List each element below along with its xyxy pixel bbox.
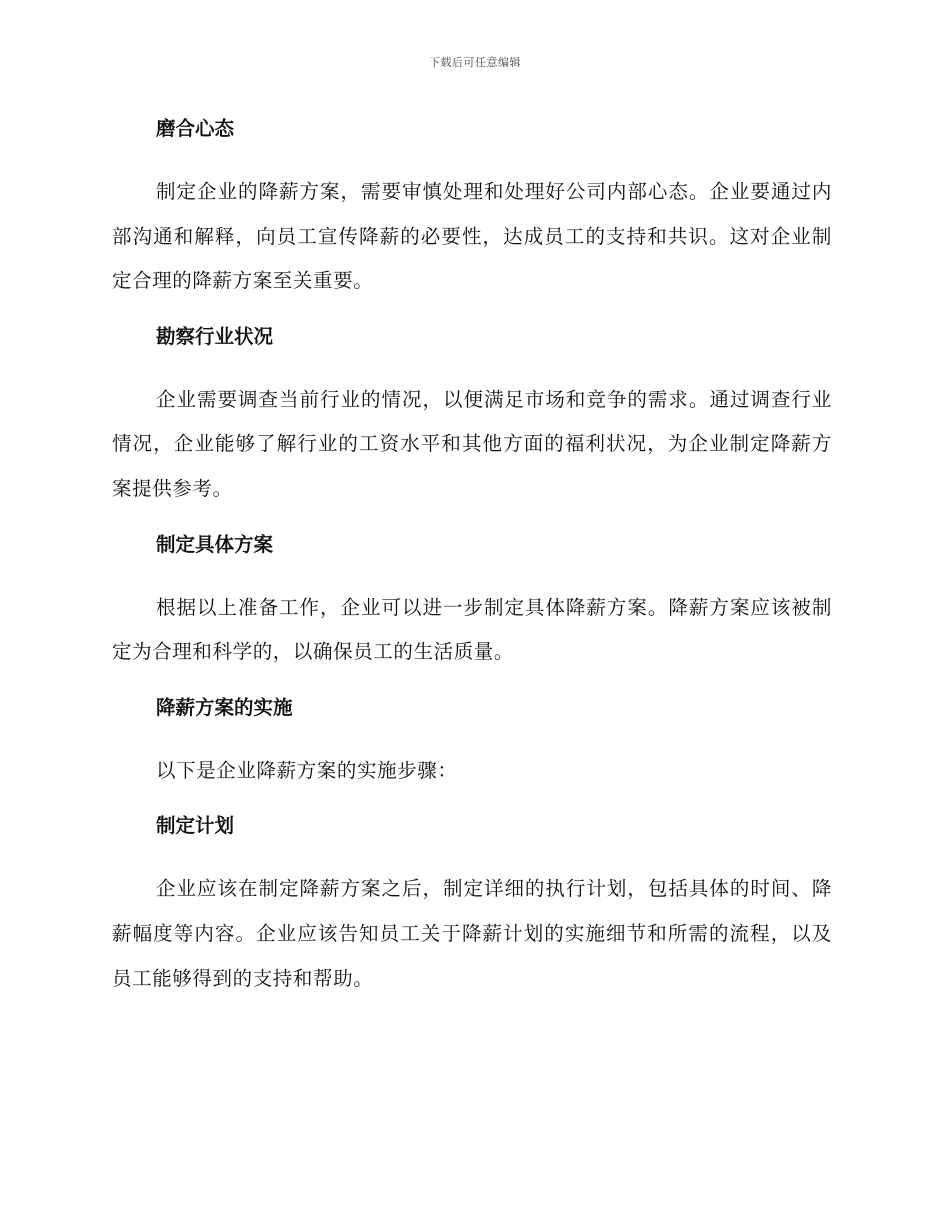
section-paragraph: 以下是企业降薪方案的实施步骤： bbox=[156, 758, 458, 782]
section-heading: 磨合心态 bbox=[156, 117, 235, 140]
section-paragraph: 企业需要调查当前行业的情况，以便满足市场和竞争的需求。通过调查行业情况，企业能够了解行业的工资水平和其他方面的福利状况，为企业制定降薪方案提供参考。 bbox=[112, 387, 832, 500]
section-heading: 降薪方案的实施 bbox=[156, 695, 293, 719]
section-paragraph: 企业应该在制定降薪方案之后，制定详细的执行计划，包括具体的时间、降薪幅度等内容。企业应该告知员工关于降薪计划的实施细节和所需的流程，以及员工能够得到的支持和帮助。 bbox=[112, 877, 832, 990]
document-body bbox=[112, 114, 832, 1001]
section-heading: 制定具体方案 bbox=[156, 532, 274, 556]
section-paragraph: 制定企业的降薪方案，需要审慎处理和处理好公司内部心态。企业要通过内部沟通和解释，向员工宣传降薪的必要性，达成员工的支持和共识。这对企业制定合理的降薪方案至关重要。 bbox=[112, 180, 832, 293]
section-heading: 勘察行业状况 bbox=[156, 324, 274, 348]
page-header-note: 下载后可任意编辑 bbox=[429, 56, 521, 69]
section-paragraph: 根据以上准备工作，企业可以进一步制定具体降薪方案。降薪方案应该被制定为合理和科学的，以确保员工的生活质量。 bbox=[112, 595, 832, 664]
section-heading: 制定计划 bbox=[156, 814, 235, 838]
